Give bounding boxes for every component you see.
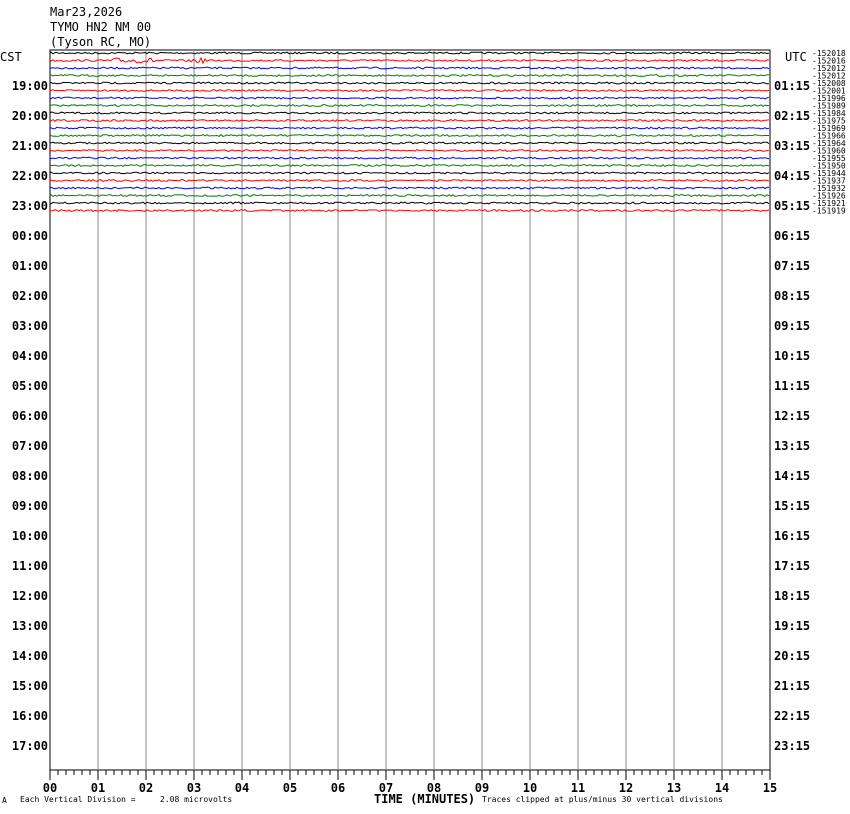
x-tick-label: 09 xyxy=(474,781,490,795)
right-timezone-label: UTC xyxy=(785,50,807,64)
trace-line xyxy=(50,142,769,144)
right-hour-label: 12:15 xyxy=(774,409,811,423)
trace-line xyxy=(50,97,769,99)
left-hour-label: 14:00 xyxy=(11,649,48,663)
trace-line xyxy=(50,58,769,63)
trace-offset-label: -151989 xyxy=(812,101,846,111)
right-hour-label: 18:15 xyxy=(774,589,811,603)
left-hour-label: 20:00 xyxy=(11,109,48,123)
left-hour-labels xyxy=(12,79,48,753)
left-hour-label: 15:00 xyxy=(11,679,48,693)
left-hour-label: 09:00 xyxy=(11,499,48,513)
trace-offset-label: -152012 xyxy=(812,71,846,81)
trace-line xyxy=(50,90,769,92)
left-hour-label: 02:00 xyxy=(11,289,48,303)
left-hour-label: 04:00 xyxy=(11,349,48,363)
trace-offset-label: -152012 xyxy=(812,64,846,73)
trace-line xyxy=(50,105,769,107)
x-tick-label: 08 xyxy=(426,781,442,795)
trace-line xyxy=(50,165,769,167)
right-hour-label: 02:15 xyxy=(774,109,811,123)
x-tick-label: 04 xyxy=(234,781,250,795)
right-hour-labels xyxy=(774,79,810,753)
left-hour-label: 23:00 xyxy=(11,199,48,213)
date-label: Mar23,2026 xyxy=(50,5,123,19)
right-hour-label: 17:15 xyxy=(774,559,811,573)
left-hour-label: 19:00 xyxy=(11,79,48,93)
trace-offset-label: -151966 xyxy=(812,131,846,141)
left-hour-label: 21:00 xyxy=(11,139,48,153)
trace-offset-label: -151950 xyxy=(812,161,846,171)
trace-line xyxy=(50,150,769,152)
x-tick-label: 10 xyxy=(522,781,538,795)
left-hour-label: 16:00 xyxy=(11,709,48,723)
trace-line xyxy=(50,157,769,159)
x-tick-label: 03 xyxy=(186,781,202,795)
location-label: (Tyson RC, MO) xyxy=(50,35,152,49)
right-hour-label: 15:15 xyxy=(774,499,811,513)
trace-offset-label: -151969 xyxy=(812,124,846,133)
trace-line xyxy=(50,195,769,197)
right-hour-label: 03:15 xyxy=(774,139,811,153)
x-tick-label: 02 xyxy=(138,781,154,795)
left-timezone-label: CST xyxy=(0,50,22,64)
corner-mark: A xyxy=(2,796,7,805)
trace-line xyxy=(50,187,769,189)
right-hour-label: 22:15 xyxy=(774,709,811,723)
x-tick-label: 14 xyxy=(714,781,730,795)
left-hour-label: 22:00 xyxy=(11,169,48,183)
trace-line xyxy=(50,82,769,84)
x-tick-label: 12 xyxy=(618,781,634,795)
left-hour-label: 07:00 xyxy=(11,439,48,453)
trace-offset-label: -151984 xyxy=(812,109,846,118)
trace-offset-label: -151921 xyxy=(812,199,846,208)
division-label: Each Vertical Division = xyxy=(20,795,136,804)
right-hour-label: 11:15 xyxy=(774,379,811,393)
right-hour-label: 20:15 xyxy=(774,649,811,663)
trace-line xyxy=(50,210,769,212)
trace-line xyxy=(50,135,769,137)
left-hour-label: 12:00 xyxy=(11,589,48,603)
trace-line xyxy=(50,67,769,69)
trace-line xyxy=(50,180,769,182)
left-hour-label: 01:00 xyxy=(11,259,48,273)
right-hour-label: 07:15 xyxy=(774,259,811,273)
left-hour-label: 03:00 xyxy=(11,319,48,333)
right-hour-label: 14:15 xyxy=(774,469,811,483)
right-hour-label: 05:15 xyxy=(774,199,811,213)
left-hour-label: 05:00 xyxy=(11,379,48,393)
right-hour-label: 04:15 xyxy=(774,169,811,183)
left-hour-label: 00:00 xyxy=(11,229,48,243)
clip-note: Traces clipped at plus/minus 30 vertical divisions xyxy=(482,795,723,804)
trace-offset-label: -151975 xyxy=(812,116,846,126)
division-value: 2.08 microvolts xyxy=(160,795,233,804)
trace-offset-label: -152008 xyxy=(812,79,846,88)
trace-offset-label: -151960 xyxy=(812,146,846,156)
x-tick-label: 07 xyxy=(378,781,394,795)
trace-line xyxy=(50,75,769,77)
trace-line xyxy=(50,52,769,54)
trace-offset-label: -151996 xyxy=(812,94,846,103)
x-axis-title: TIME (MINUTES) xyxy=(374,792,476,806)
right-hour-label: 01:15 xyxy=(774,79,811,93)
trace-line xyxy=(50,172,769,174)
right-hour-label: 09:15 xyxy=(774,319,811,333)
right-hour-label: 08:15 xyxy=(774,289,811,303)
trace-offset-label: -151937 xyxy=(812,176,846,186)
right-hour-label: 06:15 xyxy=(774,229,811,243)
left-hour-label: 08:00 xyxy=(11,469,48,483)
trace-offset-label: -151932 xyxy=(812,184,846,193)
trace-offset-label: -152018 xyxy=(812,49,846,58)
left-hour-label: 06:00 xyxy=(11,409,48,423)
x-tick-label: 01 xyxy=(90,781,106,795)
x-tick-label: 00 xyxy=(42,781,58,795)
left-hour-label: 13:00 xyxy=(11,619,48,633)
x-tick-label: 15 xyxy=(762,781,778,795)
right-hour-label: 19:15 xyxy=(774,619,811,633)
trace-offset-label: -152001 xyxy=(812,86,846,96)
trace-offset-label: -151964 xyxy=(812,139,846,148)
right-hour-label: 10:15 xyxy=(774,349,811,363)
left-hour-label: 10:00 xyxy=(11,529,48,543)
x-tick-label: 06 xyxy=(330,781,346,795)
trace-offset-label: -151919 xyxy=(812,206,846,216)
left-hour-label: 17:00 xyxy=(11,739,48,753)
right-hour-label: 16:15 xyxy=(774,529,811,543)
x-tick-label: 11 xyxy=(570,781,586,795)
x-tick-label: 05 xyxy=(282,781,298,795)
trace-offset-label: -151955 xyxy=(812,154,846,163)
right-hour-label: 13:15 xyxy=(774,439,811,453)
trace-line xyxy=(50,127,769,129)
trace-offset-label: -151944 xyxy=(812,169,846,178)
trace-offset-label: -151926 xyxy=(812,191,846,201)
trace-offset-labels xyxy=(812,49,846,216)
station-label: TYMO HN2 NM 00 xyxy=(50,20,152,34)
right-hour-label: 23:15 xyxy=(774,739,811,753)
seismic-traces xyxy=(50,52,769,211)
trace-line xyxy=(50,120,769,122)
trace-offset-label: -152016 xyxy=(812,56,846,66)
left-hour-label: 11:00 xyxy=(11,559,48,573)
right-hour-label: 21:15 xyxy=(774,679,811,693)
trace-line xyxy=(50,202,769,204)
x-tick-label: 13 xyxy=(666,781,682,795)
trace-line xyxy=(50,112,769,114)
